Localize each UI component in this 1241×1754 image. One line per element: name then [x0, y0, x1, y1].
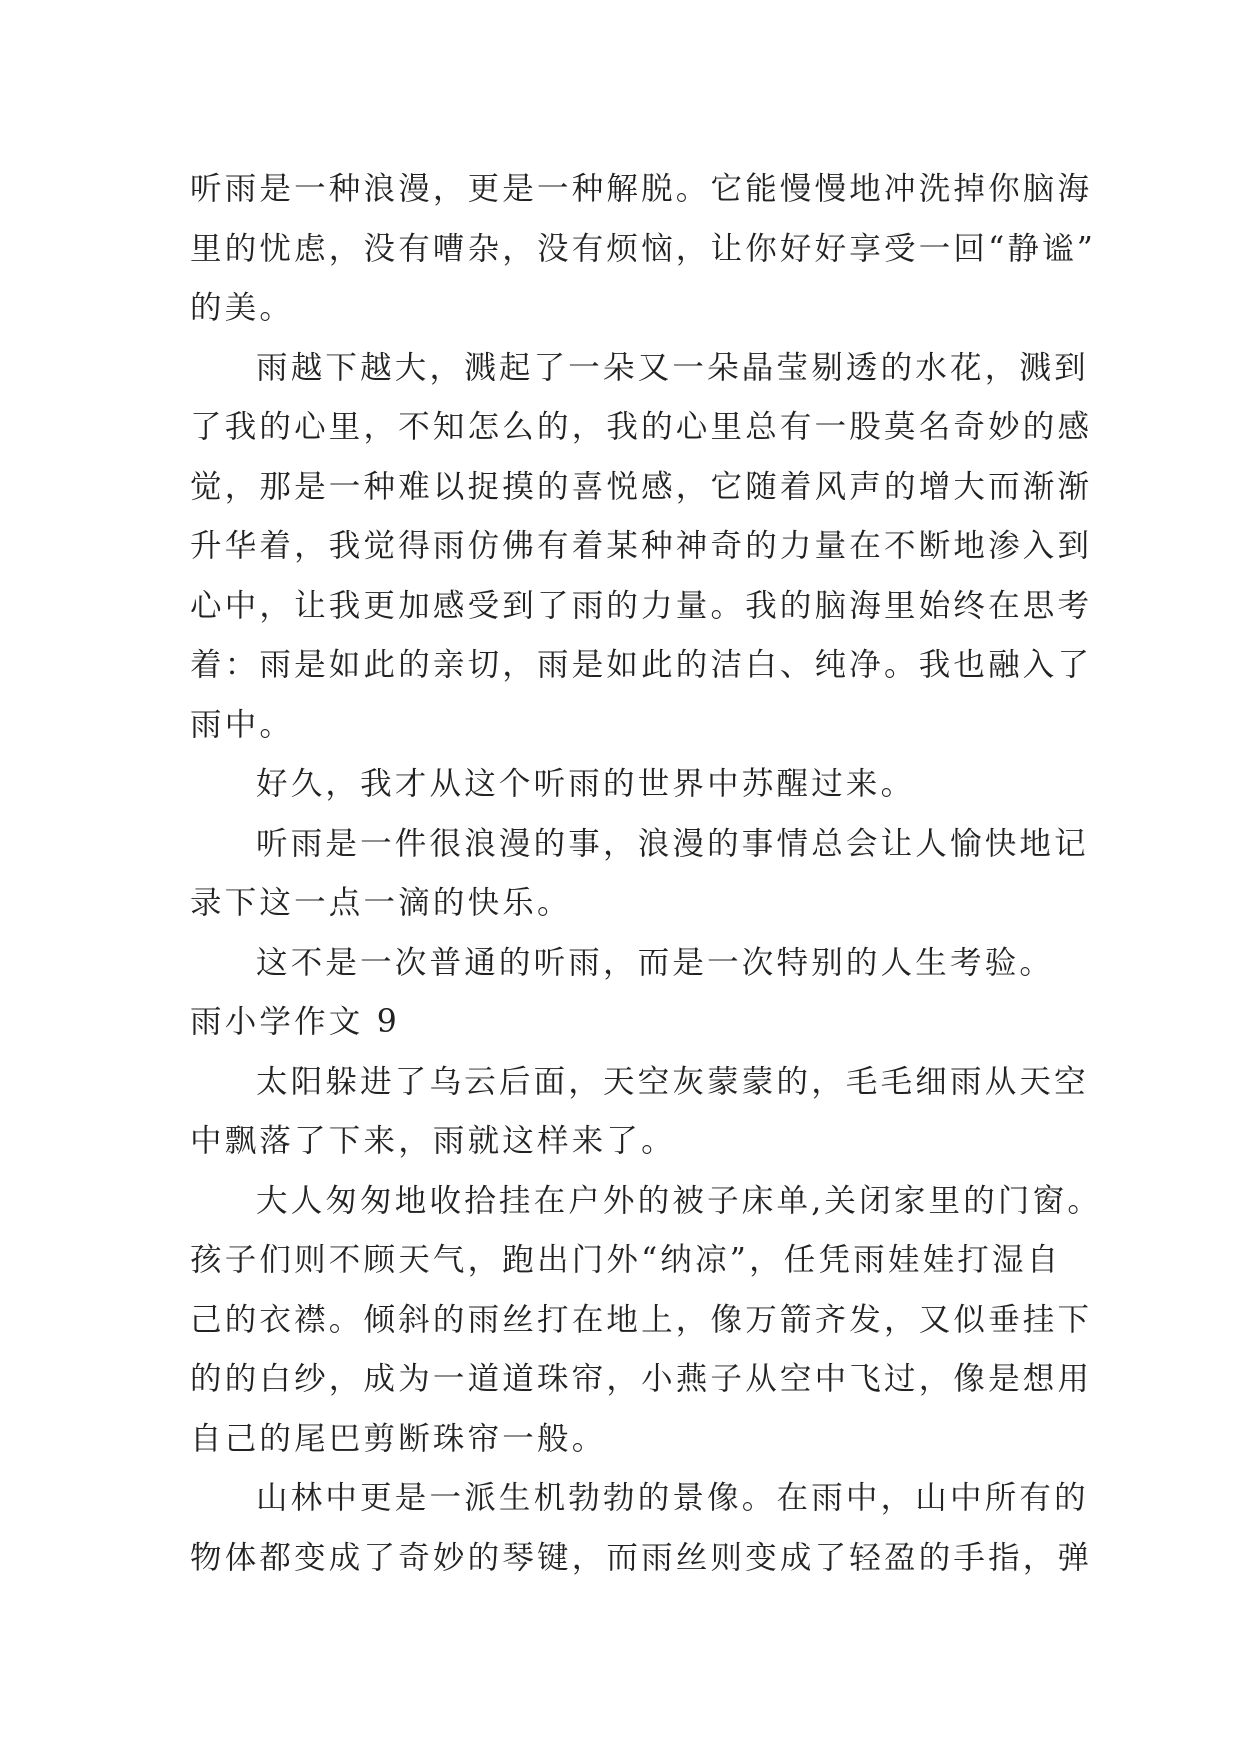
document-body [190, 160, 1103, 1588]
text-line: 录下这一点一滴的快乐。 [190, 885, 572, 921]
text-line: 孩子们则不顾天气，跑出门外“纳凉”，任凭雨娃娃打湿自 [190, 1242, 1062, 1278]
paragraph-first-line: 这不是一次普通的听雨，而是一次特别的人生考验。 [256, 944, 1055, 981]
paragraph-first-line: 大人匆匆地收拾挂在户外的被子床单,关闭家里的门窗。 [256, 1182, 1103, 1219]
text-line: 里的忧虑，没有嘈杂，没有烦恼，让你好好享受一回“静谧” [190, 230, 1097, 267]
text-line: 的美。 [190, 290, 295, 326]
text-line: 着：雨是如此的亲切，雨是如此的洁白、纯净。我也融入了 [190, 647, 1093, 683]
text-line: 雨中。 [190, 706, 295, 743]
text-line: 听雨是一种浪漫，更是一种解脱。它能慢慢地冲洗掉你脑海 [190, 171, 1093, 207]
text-line: 觉，那是一种难以捉摸的喜悦感，它随着风声的增大而渐渐 [190, 468, 1093, 505]
paragraph-first-line: 太阳躲进了乌云后面，天空灰蒙蒙的，毛毛细雨从天空 [256, 1063, 1089, 1100]
text-line: 己的衣襟。倾斜的雨丝打在地上，像万箭齐发，又似垂挂下 [190, 1301, 1093, 1338]
section-heading: 雨小学作文 9 [190, 1004, 400, 1040]
text-line: 心中，让我更加感受到了雨的力量。我的脑海里始终在思考 [190, 587, 1093, 624]
paragraph-first-line: 山林中更是一派生机勃勃的景像。在雨中，山中所有的 [256, 1480, 1089, 1516]
text-line: 了我的心里，不知怎么的，我的心里总有一股莫名奇妙的感 [190, 409, 1093, 445]
text-line: 物体都变成了奇妙的琴键，而雨丝则变成了轻盈的手指，弹 [190, 1539, 1093, 1576]
text-line: 中飘落了下来，雨就这样来了。 [190, 1123, 676, 1159]
text-line: 的的白纱，成为一道道珠帘，小燕子从空中飞过，像是想用 [190, 1361, 1093, 1397]
paragraph-first-line: 好久，我才从这个听雨的世界中苏醒过来。 [256, 766, 916, 802]
text-line: 自己的尾巴剪断珠帘一般。 [190, 1420, 607, 1457]
paragraph-first-line: 雨越下越大，溅起了一朵又一朵晶莹剔透的水花，溅到 [256, 349, 1089, 386]
text-line: 升华着，我觉得雨仿佛有着某种神奇的力量在不断地渗入到 [190, 528, 1093, 564]
paragraph-first-line: 听雨是一件很浪漫的事，浪漫的事情总会让人愉快地记 [256, 825, 1089, 862]
